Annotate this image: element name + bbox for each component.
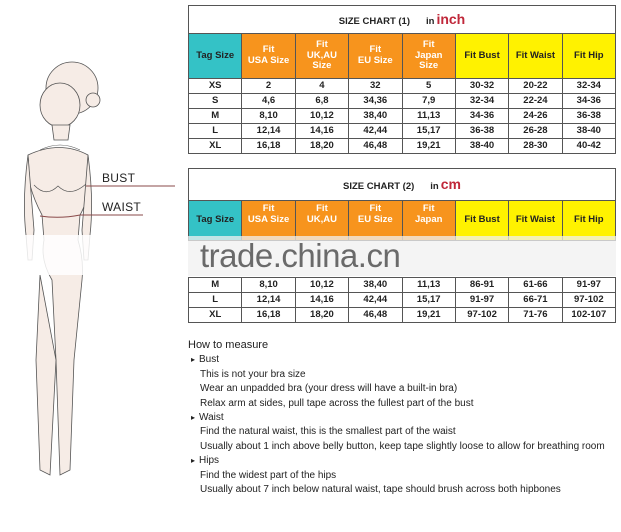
table-cell: 4	[295, 79, 348, 94]
table-cell: 30-32	[455, 79, 508, 94]
column-header: Fit Japan Size	[402, 34, 455, 79]
column-header: Fit Bust	[455, 34, 508, 79]
table-row	[189, 278, 616, 293]
table-cell: M	[189, 278, 242, 293]
table-cell: 15,17	[402, 124, 455, 139]
table-cell: 86-91	[455, 278, 508, 293]
size-chart-inch	[188, 5, 616, 154]
instruction-line: Usually about 7 inch below natural waist, tape should brush across both hipbones	[200, 484, 561, 496]
column-header: Fit UK,AU Size	[295, 34, 348, 79]
table-row	[189, 293, 616, 308]
column-header: Tag Size	[189, 34, 242, 79]
column-header: Fit EU Size	[349, 201, 402, 241]
table-cell: 8,10	[242, 278, 295, 293]
table-cell: XS	[189, 79, 242, 94]
column-header: Fit USA Size	[242, 201, 295, 241]
table-cell: 12,14	[242, 293, 295, 308]
column-header: Tag Size	[189, 201, 242, 241]
table-cell: 38-40	[455, 139, 508, 154]
column-header: Fit Waist	[509, 201, 562, 241]
table-cell: 10,12	[295, 109, 348, 124]
table-cell: 36-38	[455, 124, 508, 139]
table-cell: M	[189, 109, 242, 124]
table-cell: 32	[349, 79, 402, 94]
table-cell: 97-102	[455, 308, 508, 323]
column-header: Fit UK,AU	[295, 201, 348, 241]
table-cell: 15,17	[402, 293, 455, 308]
table-cell: 16,18	[242, 308, 295, 323]
table-cell: 36-38	[562, 109, 615, 124]
bust-label: BUST	[102, 171, 136, 185]
table-cell: 71-76	[509, 308, 562, 323]
watermark: trade.china.cn	[188, 236, 616, 276]
instruction-line: Wear an unpadded bra (your dress will have a built-in bra)	[200, 383, 458, 395]
table-cell: 66-71	[509, 293, 562, 308]
instruction-line: Usually about 1 inch above belly button, keep tape slightly loose to allow for breathing room	[200, 440, 605, 452]
table-row	[189, 109, 616, 124]
table-cell: 4,6	[242, 94, 295, 109]
table-cell: 97-102	[562, 293, 615, 308]
column-header: Fit Waist	[509, 34, 562, 79]
table-cell: XL	[189, 308, 242, 323]
how-to-measure-title: How to measure	[188, 339, 269, 351]
instruction-line: This is not your bra size	[200, 368, 306, 380]
table-cell: 42,44	[349, 293, 402, 308]
table-cell: 14,16	[295, 124, 348, 139]
column-header: Fit Japan	[402, 201, 455, 241]
instruction-line: Find the natural waist, this is the smallest part of the waist	[200, 426, 456, 438]
table-cell: 34-36	[455, 109, 508, 124]
table-cell: 40-42	[562, 139, 615, 154]
section-heading-bust: ▸ Bust	[188, 353, 605, 367]
section-heading-hips: ▸ Hips	[188, 454, 605, 468]
table-cell: 34,36	[349, 94, 402, 109]
table-cell: 11,13	[402, 109, 455, 124]
how-to-measure	[188, 338, 605, 497]
table-cell: S	[189, 94, 242, 109]
table-cell: 18,20	[295, 308, 348, 323]
waist-label: WAIST	[102, 200, 142, 214]
table-cell: 19,21	[402, 308, 455, 323]
table-cell: 28-30	[509, 139, 562, 154]
column-header: Fit Hip	[562, 34, 615, 79]
table-cell: 38,40	[349, 109, 402, 124]
table-row	[189, 94, 616, 109]
column-header: Fit USA Size	[242, 34, 295, 79]
table-cell: 46,48	[349, 308, 402, 323]
table-cell: XL	[189, 139, 242, 154]
table-cell: 61-66	[509, 278, 562, 293]
table-cell: 10,12	[295, 278, 348, 293]
unit-prefix: in	[426, 16, 435, 28]
female-figure-icon	[0, 30, 185, 520]
table-cell: 42,44	[349, 124, 402, 139]
chart-title	[189, 6, 616, 34]
column-header: Fit Hip	[562, 201, 615, 241]
unit-label: inch	[436, 11, 466, 28]
table-cell: 12,14	[242, 124, 295, 139]
chart-title	[189, 169, 616, 201]
table-row	[189, 124, 616, 139]
table-row	[189, 139, 616, 154]
body-figure-illustration	[0, 30, 185, 520]
table-cell: 20-22	[509, 79, 562, 94]
table-cell: 6,8	[295, 94, 348, 109]
table-cell: 24-26	[509, 109, 562, 124]
table-row	[189, 79, 616, 94]
chart-title-text: SIZE CHART (1)	[338, 16, 410, 28]
table-cell: 102-107	[562, 308, 615, 323]
table-cell: 22-24	[509, 94, 562, 109]
table-cell: 38,40	[349, 278, 402, 293]
instruction-line: Find the widest part of the hips	[200, 469, 337, 481]
table-cell: L	[189, 293, 242, 308]
instruction-line: Relax arm at sides, pull tape across the fullest part of the bust	[200, 397, 474, 409]
column-header: Fit Bust	[455, 201, 508, 241]
unit-label: cm	[440, 176, 461, 193]
table-cell: 38-40	[562, 124, 615, 139]
table-cell: 7,9	[402, 94, 455, 109]
table-cell: 91-97	[455, 293, 508, 308]
column-header: Fit EU Size	[349, 34, 402, 79]
table-cell: 32-34	[455, 94, 508, 109]
table-cell: 16,18	[242, 139, 295, 154]
table-cell: 19,21	[402, 139, 455, 154]
table-cell: 18,20	[295, 139, 348, 154]
table-cell: 34-36	[562, 94, 615, 109]
section-heading-waist: ▸ Waist	[188, 411, 605, 425]
table-cell: 5	[402, 79, 455, 94]
table-cell: 14,16	[295, 293, 348, 308]
table-cell: 46,48	[349, 139, 402, 154]
table-cell: 91-97	[562, 278, 615, 293]
table-row	[189, 308, 616, 323]
table-cell: 8,10	[242, 109, 295, 124]
table-cell: 2	[242, 79, 295, 94]
table-cell: 26-28	[509, 124, 562, 139]
unit-prefix: in	[430, 181, 439, 193]
table-cell: 11,13	[402, 278, 455, 293]
table-cell: 32-34	[562, 79, 615, 94]
chart-title-text: SIZE CHART (2)	[343, 181, 415, 193]
table-cell: L	[189, 124, 242, 139]
